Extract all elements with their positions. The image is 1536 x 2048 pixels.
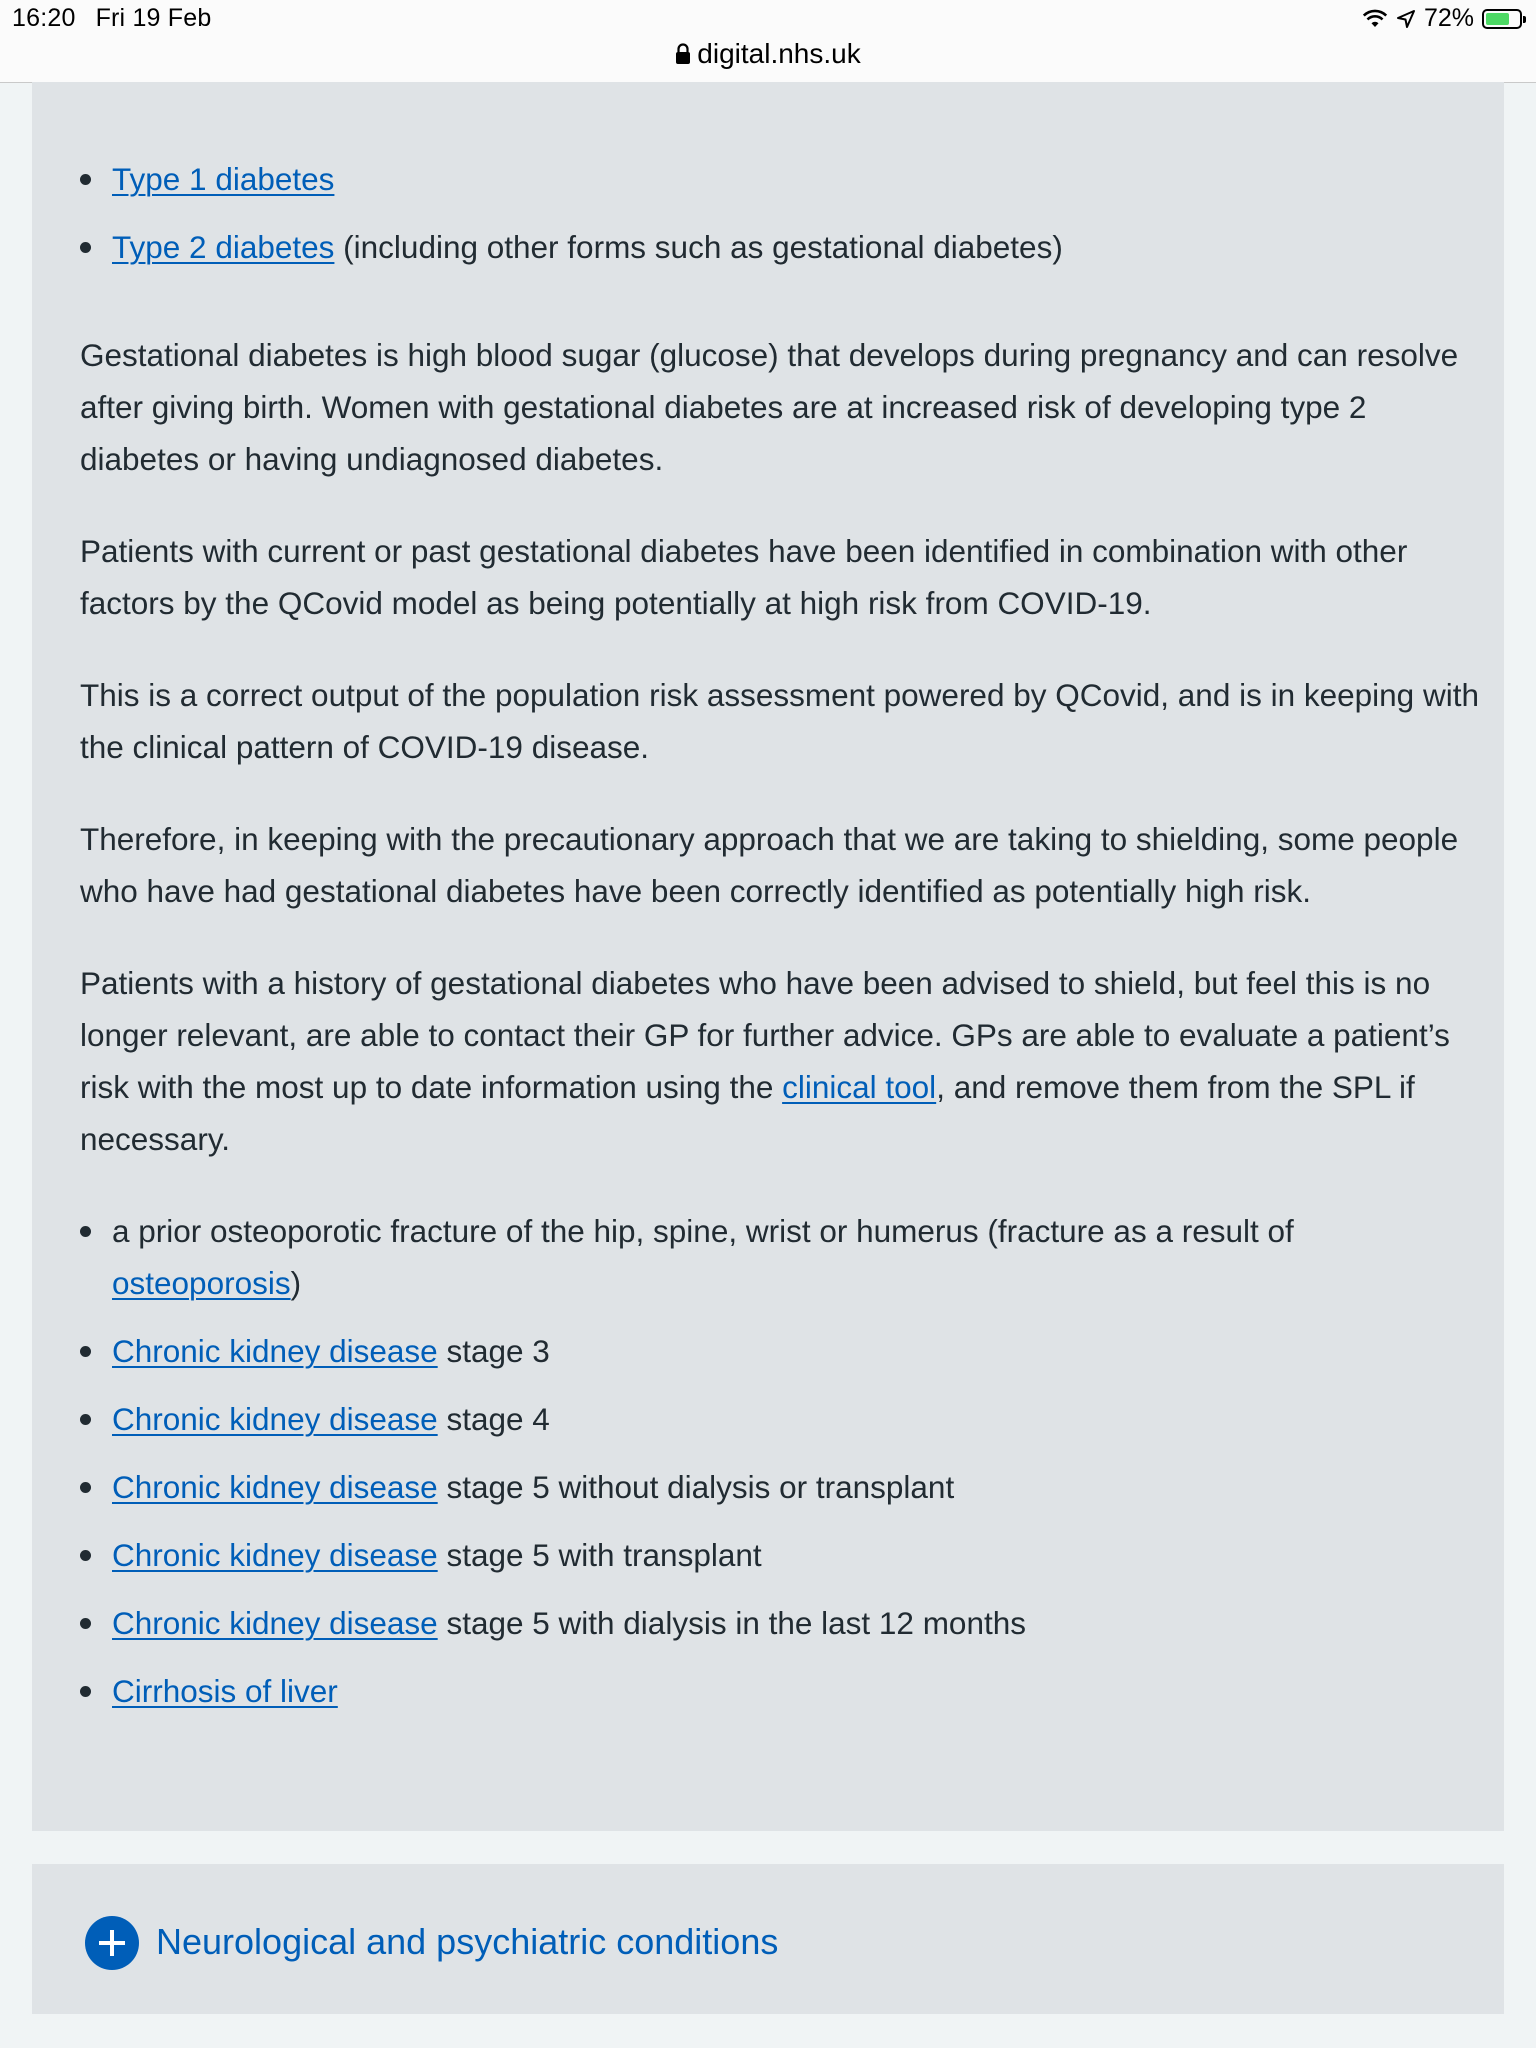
link-chronic-kidney-disease[interactable]: Chronic kidney disease [112, 1333, 438, 1369]
list-item-text: stage 5 without dialysis or transplant [437, 1469, 955, 1505]
link-type-2-diabetes[interactable]: Type 2 diabetes [112, 229, 335, 265]
panel-content [80, 82, 1490, 1717]
other-conditions-list [80, 1205, 1490, 1717]
wifi-icon [1362, 9, 1388, 29]
para-text: , and remove them from the SPL if necessary. [80, 1069, 1415, 1157]
section-title[interactable]: Neurological and psychiatric conditions [156, 1921, 779, 1962]
location-arrow-icon [1396, 9, 1416, 29]
para-text: Patients with a history of gestational diabetes who have been advised to shield, but feel this is no longer relevant, are able to contact their GP for further advice. GPs are able to evaluate a patient’s risk with the most up to date information using the [80, 965, 1450, 1105]
list-item-text: (including other forms such as gestational diabetes) [334, 229, 1063, 265]
address-bar[interactable] [0, 38, 1536, 70]
paragraph-precautionary: Therefore, in keeping with the precautionary approach that we are taking to shielding, some people who have had gestational diabetes have been correctly identified as potentially high risk. [80, 821, 1459, 909]
link-chronic-kidney-disease[interactable]: Chronic kidney disease [112, 1537, 438, 1573]
battery-icon [1482, 9, 1522, 29]
browser-top-bar [0, 0, 1536, 83]
collapsed-section-neurological[interactable] [32, 1864, 1504, 2014]
list-item-text: stage 5 with dialysis in the last 12 months [437, 1605, 1026, 1641]
paragraph-gp-advice [80, 957, 1490, 1165]
status-bar-time [12, 4, 232, 33]
list-item [80, 221, 1490, 273]
list-item [80, 1393, 1490, 1445]
link-type-1-diabetes[interactable]: Type 1 diabetes [112, 161, 335, 197]
link-clinical-tool[interactable]: clinical tool [782, 1069, 937, 1105]
battery-fill [1486, 13, 1509, 25]
paragraph-gestational-definition: Gestational diabetes is high blood sugar (glucose) that develops during pregnancy and can resolve after giving birth. Women with gestational diabetes are at increased risk of developing type 2 diabetes or having undiagnosed diabetes. [80, 337, 1459, 477]
link-chronic-kidney-disease[interactable]: Chronic kidney disease [112, 1469, 438, 1505]
list-item [80, 1665, 1490, 1717]
list-item [80, 1325, 1490, 1377]
list-item-text: stage 5 with transplant [437, 1537, 762, 1573]
list-item-text: stage 3 [437, 1333, 550, 1369]
url-text: digital.nhs.uk [697, 38, 861, 69]
list-item [80, 1597, 1490, 1649]
list-item-text: stage 4 [437, 1401, 550, 1437]
status-date: Fri 19 Feb [95, 4, 212, 32]
paragraph-correct-output: This is a correct output of the population risk assessment powered by QCovid, and is in keeping with the clinical pattern of COVID-19 disease. [80, 677, 1479, 765]
diabetes-list [80, 153, 1490, 273]
link-chronic-kidney-disease[interactable]: Chronic kidney disease [112, 1401, 438, 1437]
link-osteoporosis[interactable]: osteoporosis [112, 1265, 291, 1301]
link-cirrhosis-of-liver[interactable]: Cirrhosis of liver [112, 1673, 338, 1709]
list-item [80, 153, 1490, 205]
link-chronic-kidney-disease[interactable]: Chronic kidney disease [112, 1605, 438, 1641]
list-item [80, 1205, 1490, 1309]
list-item-text: a prior osteoporotic fracture of the hip, spine, wrist or humerus (fracture as a result of [112, 1213, 1294, 1249]
expanded-conditions-panel [32, 82, 1504, 1831]
list-item [80, 1529, 1490, 1581]
paragraph-qcovid-identified: Patients with current or past gestational diabetes have been identified in combination with other factors by the QCovid model as being potentially at high risk from COVID-19. [80, 533, 1408, 621]
list-item [80, 1461, 1490, 1513]
plus-circle-icon[interactable] [85, 1916, 139, 1970]
lock-icon [675, 43, 691, 65]
battery-percentage: 72% [1423, 4, 1474, 32]
status-time: 16:20 [12, 4, 76, 32]
list-item-text: ) [290, 1265, 302, 1301]
status-bar-right [1362, 4, 1522, 33]
